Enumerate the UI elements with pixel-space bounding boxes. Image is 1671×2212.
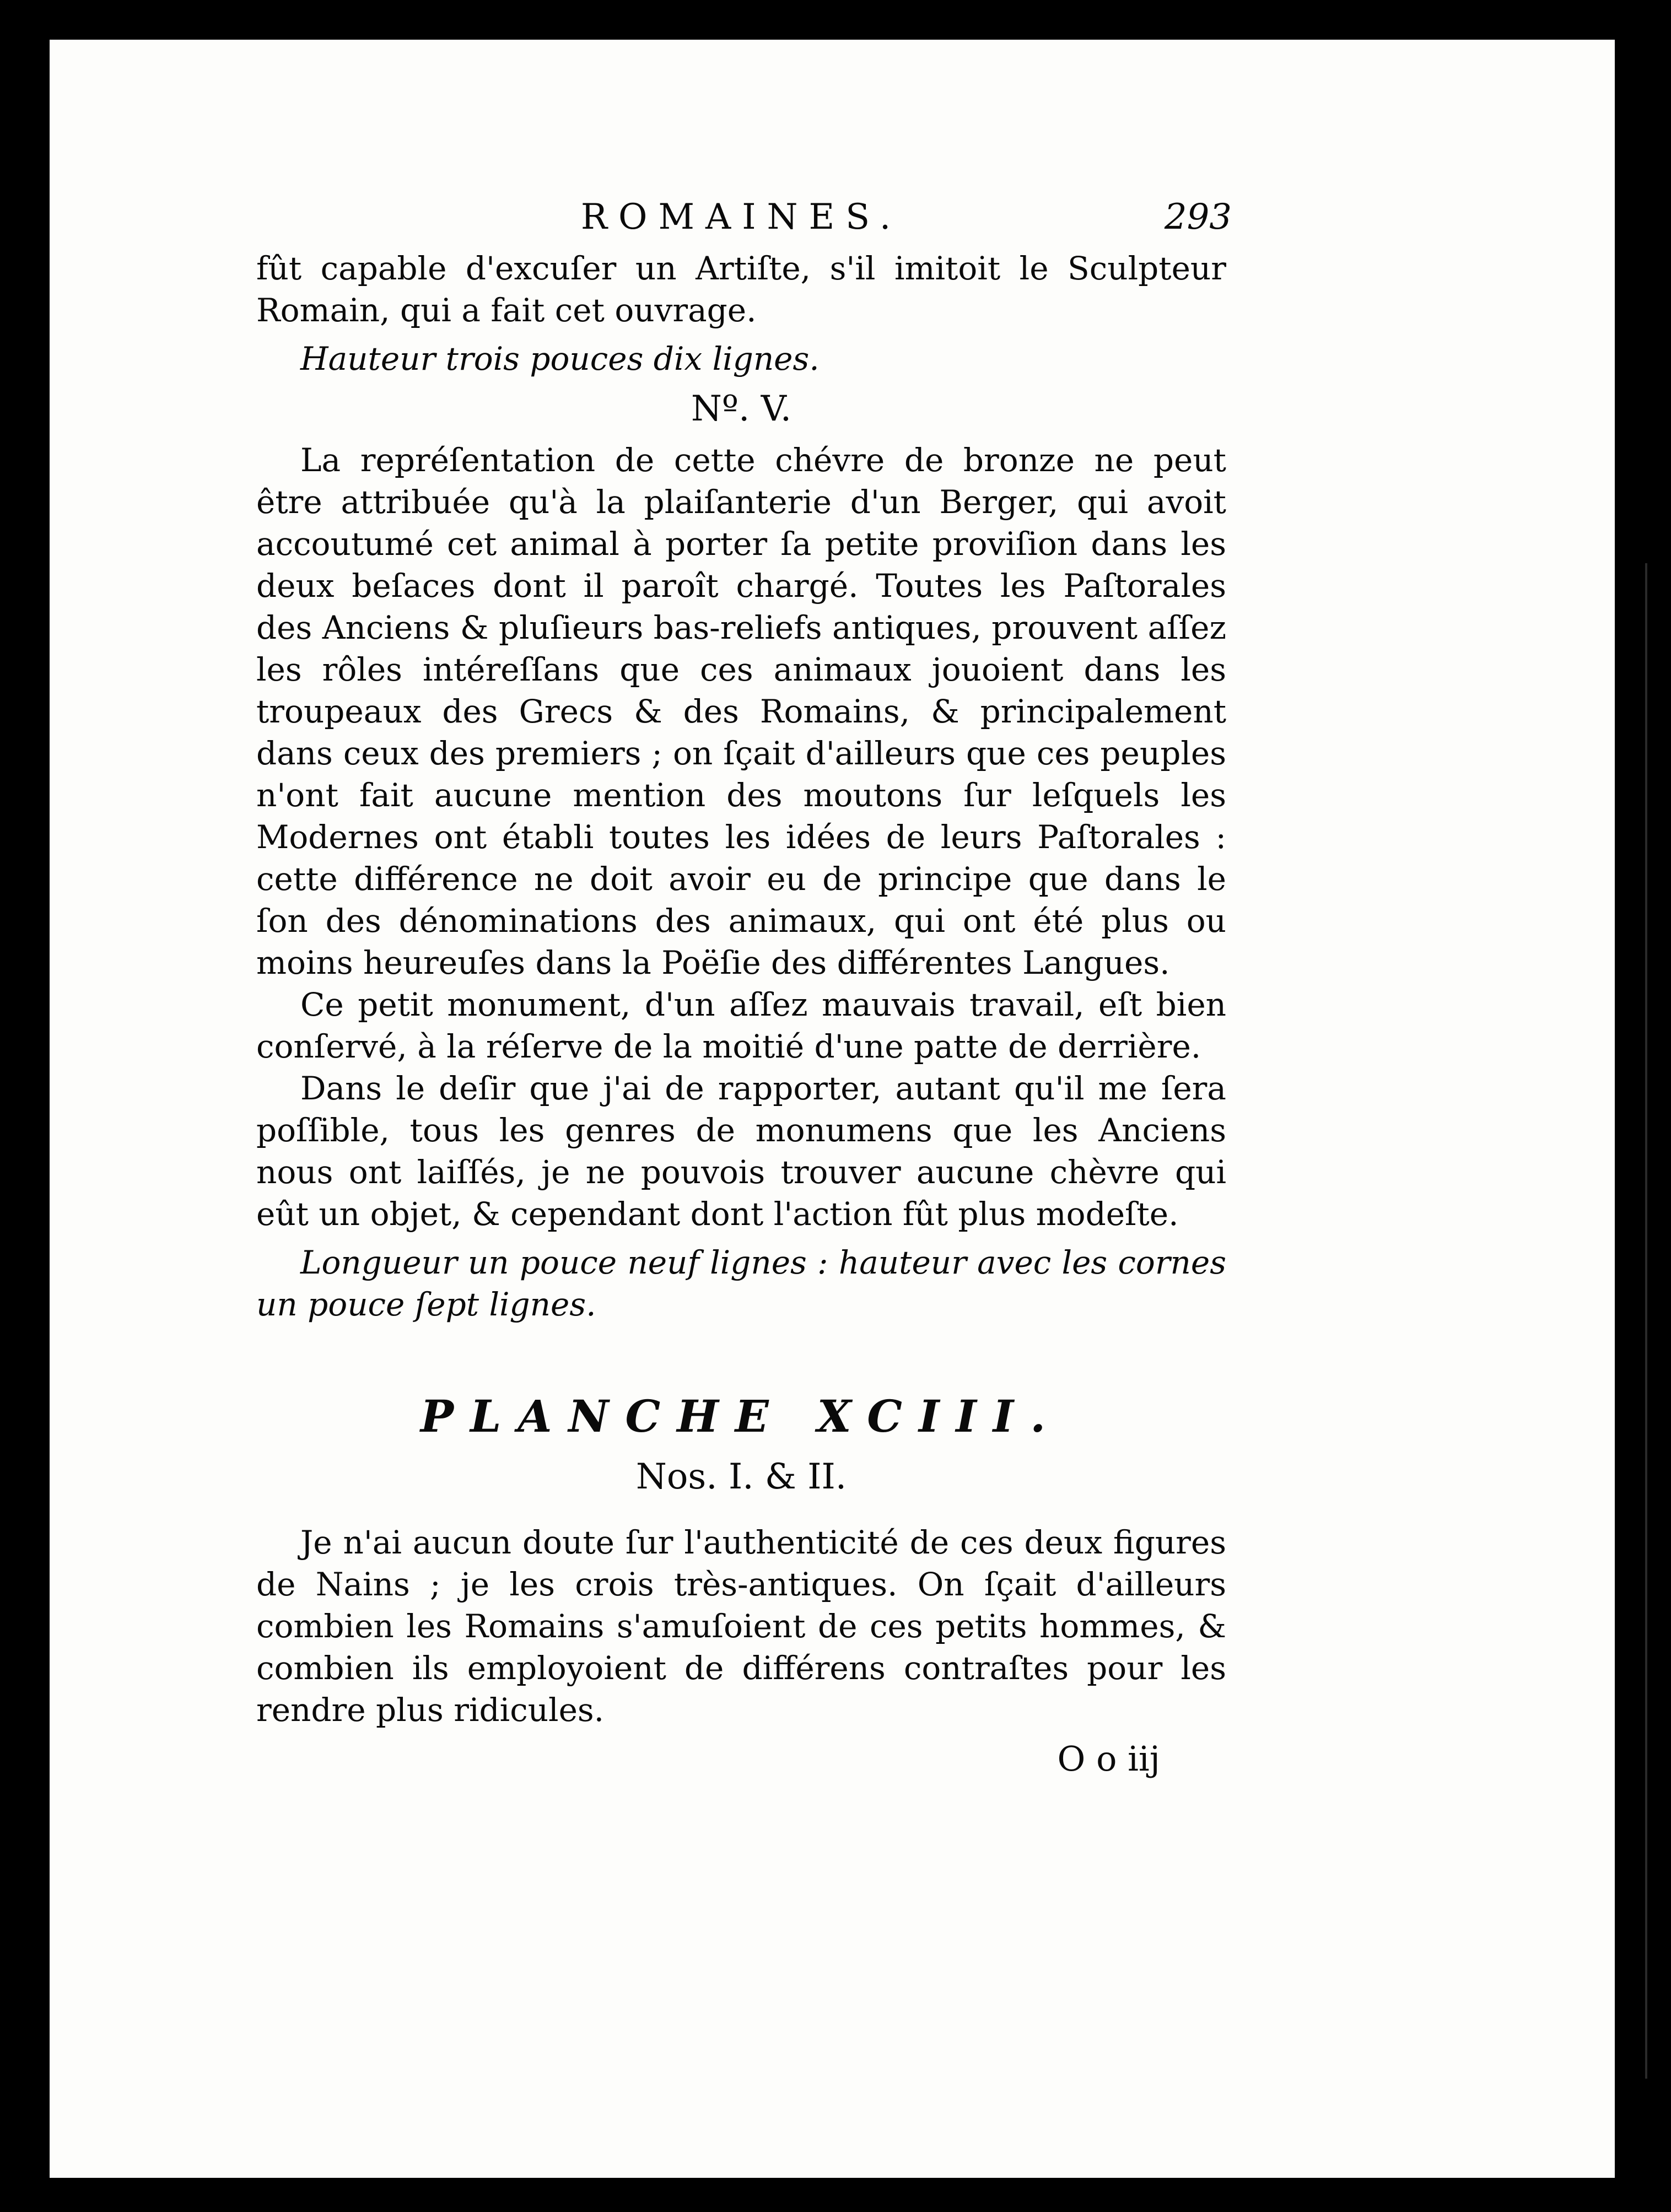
book-page bbox=[50, 40, 1615, 2178]
section-v-heading: Nº. V. bbox=[691, 389, 792, 429]
plate-title: PLANCHE XCIII. bbox=[420, 1390, 1063, 1442]
plate-subheading: Nos. I. & II. bbox=[635, 1456, 847, 1497]
signature-mark: O o iij bbox=[1057, 1739, 1160, 1779]
section-v-paragraph-1: La repréſentation de cette chévre de bronze ne peut être attribuée qu'à la plaiſanterie d'un Berger, qui avoit accoutumé cet animal à porter ſa petite proviſion dans les deux beſaces dont il paroît chargé. Toutes les Paſtorales des Anciens & pluſieurs bas-reliefs antiques, prouvent aſſez les rôles intéreſſans que ces animaux jouoient dans les troupeaux des Grecs & des Romains, & principalement dans ceux des premiers ; on ſçait d'ailleurs que ces peuples n'ont fait aucune mention des moutons ſur leſquels les Modernes ont établi toutes les idées de leurs Paſtorales : cette différence ne doit avoir eu de principe que dans le ſon des dénominations des animaux, qui ont été plus ou moins heureuſes dans la Poëſie des différentes Langues. bbox=[256, 441, 1226, 981]
page-body bbox=[256, 197, 1232, 1779]
opening-measure: Hauteur trois pouces dix lignes. bbox=[300, 340, 820, 377]
opening-paragraph: fût capable d'excuſer un Artiſte, s'il imitoit le Sculpteur Romain, qui a fait cet ouvrage. bbox=[256, 250, 1226, 329]
page-number: 293 bbox=[1164, 197, 1232, 238]
gutter-rule bbox=[1645, 563, 1647, 2079]
running-title: ROMAINES. bbox=[580, 197, 902, 238]
plate-paragraph: Je n'ai aucun doute ſur l'authenticité de ces deux figures de Nains ; je les crois très-antiques. On ſçait d'ailleurs combien les Romains s'amuſoient de ces petits hommes, & combien ils employoient de différens contraſtes pour les rendre plus ridicules. bbox=[256, 1524, 1226, 1729]
section-v-paragraph-3: Dans le deſir que j'ai de rapporter, autant qu'il me ſera poſſible, tous les genres de monumens que les Anciens nous ont laiſſés, je ne pouvois trouver aucune chèvre qui eût un objet, & cependant dont l'action fût plus modeſte. bbox=[256, 1070, 1226, 1233]
running-head bbox=[256, 197, 1232, 246]
section-v-measure: Longueur un pouce neuf lignes : hauteur avec les cornes un pouce ſept lignes. bbox=[256, 1244, 1226, 1323]
section-v-paragraph-2: Ce petit monument, d'un aſſez mauvais travail, eſt bien conſervé, à la réſerve de la moitié d'une patte de derrière. bbox=[256, 986, 1226, 1065]
